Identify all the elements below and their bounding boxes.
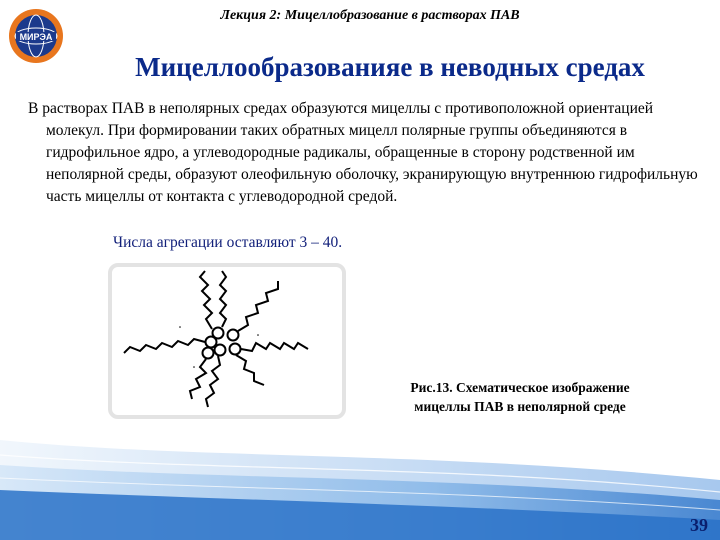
hydrocarbon-tail	[236, 355, 264, 385]
aggregation-number-text: Числа агрегации оставляют 3 – 40.	[113, 234, 343, 251]
polar-head	[228, 330, 239, 341]
small-dot	[257, 334, 259, 336]
lecture-header: Лекция 2: Мицеллобразование в растворах ПАВ	[220, 8, 520, 23]
hydrocarbon-tail	[206, 356, 220, 407]
caption-line-1: Рис.13. Схематическое изображение	[410, 380, 630, 395]
polar-head	[230, 344, 241, 355]
hydrocarbon-tail	[124, 339, 205, 353]
caption-line-2: мицеллы ПАВ в неполярной среде	[414, 399, 626, 414]
figure-caption	[380, 378, 660, 416]
hydrocarbon-tail	[241, 343, 308, 351]
page-number: 39	[690, 515, 708, 535]
body-paragraph: В растворах ПАВ в неполярных средах образуются мицеллы с противоположной ориентацией молекул. При формировании таких обратных мицелл полярные группы объединяются в гидрофильное ядро, а углеводородные радикалы, обращенные в сторону родственной им неполярной среды, образуют олеофильную оболочку, экранирующую внутреннюю гидрофильную часть мицеллы от контакта с углеводородной средой.	[28, 100, 698, 205]
polar-head	[203, 348, 214, 359]
body-paragraph-block	[28, 98, 708, 208]
logo-text: МИРЭА	[19, 32, 53, 42]
slide-title: Мицеллообразованияе в неводных средах	[135, 52, 645, 82]
polar-head	[213, 328, 224, 339]
hydrocarbon-tail	[238, 281, 278, 331]
hydrocarbon-tail	[200, 271, 212, 329]
small-dot	[179, 326, 181, 328]
footer-wave-decoration	[0, 420, 720, 540]
small-dot	[193, 366, 195, 368]
hydrocarbon-tail	[220, 271, 226, 327]
polar-head	[215, 345, 226, 356]
mirea-logo	[6, 6, 66, 66]
hydrocarbon-tail	[190, 359, 206, 399]
reverse-micelle-diagram	[108, 263, 346, 419]
